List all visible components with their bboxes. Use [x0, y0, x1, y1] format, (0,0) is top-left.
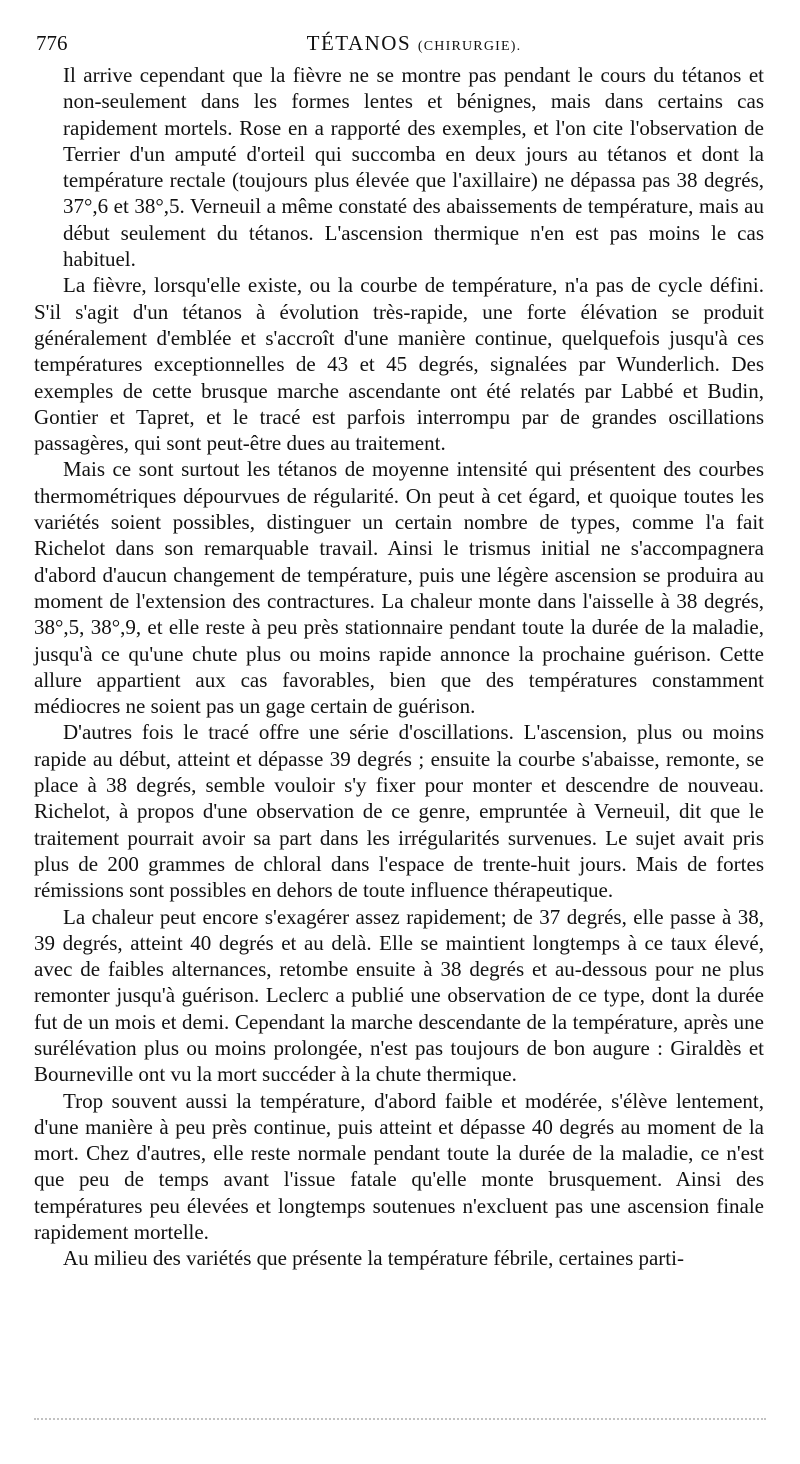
paragraph: La fièvre, lorsqu'elle existe, ou la courbe de température, n'a pas de cycle défini. S'il s'agit d'un tétanos à évolution très-rapide, une forte élévation se produit généralement d'emblée et s'accroît d'une manière continue, quelquefois jusqu'à ces températures exceptionnelles de 43 et 45 degrés, signalées par Wunderlich. Des exemples de cette brusque marche ascendante ont été relatés par Labbé et Budin, Gontier et Tapret, et le tracé est parfois interrompu par de grandes oscillations passagères, qui sont peut-être dues au traitement. [34, 273, 764, 456]
paragraph: Trop souvent aussi la température, d'abord faible et modérée, s'élève lentement, d'une manière à peu près continue, puis atteint et dépasse 40 degrés au moment de la mort. Chez d'autres, elle reste normale pendant toute la durée de la maladie, ce n'est que peu de temps avant l'issue fatale qu'elle monte brusquement. Ainsi des températures peu élevées et longtemps soutenues n'excluent pas une ascension finale rapidement mortelle. [34, 1088, 764, 1245]
running-head [34, 28, 764, 58]
footer-rule [34, 1418, 766, 1420]
page-number: 776 [36, 31, 68, 55]
running-title [34, 28, 764, 62]
running-title-section: (CHIRURGIE). [417, 39, 522, 54]
book-page [34, 28, 764, 1272]
body-text [34, 62, 764, 1272]
paragraph: Au milieu des variétés que présente la température fébrile, certaines parti- [63, 1246, 684, 1271]
paragraph: La chaleur peut encore s'exagérer assez rapidement; de 37 degrés, elle passe à 38, 39 degrés, atteint 40 degrés et au delà. Elle se maintient longtemps à ce taux élevé, avec de faibles alternances, retombe ensuite à 38 degrés et au-dessous pour ne plus remonter jusqu'à guérison. Leclerc a publié une observation de ce type, dont la durée fut de un mois et demi. Cependant la marche descendante de la température, après une surélévation plus ou moins prolongée, n'est pas toujours de bon augure : Giraldès et Bourneville ont vu la mort succéder à la chute thermique. [34, 904, 764, 1087]
paragraph: Mais ce sont surtout les tétanos de moyenne intensité qui présentent des courbes thermométriques dépourvues de régularité. On peut à cet égard, et quoique toutes les variétés soient possibles, distinguer un certain nombre de types, comme l'a fait Richelot dans son remarquable travail. Ainsi le trismus initial ne s'accompagnera d'abord d'aucun changement de température, puis une légère ascension se produira au moment de l'extension des contractures. La chaleur monte dans l'aisselle à 38 degrés, 38°,5, 38°,9, et elle reste à peu près stationnaire pendant toute la durée de la maladie, jusqu'à ce qu'une chute plus ou moins rapide annonce la prochaine guérison. Cette allure appartient aux cas favorables, bien que des températures constamment médiocres ne soient pas un gage certain de guérison. [34, 457, 764, 719]
paragraph: Il arrive cependant que la fièvre ne se montre pas pendant le cours du tétanos et non-seulement dans les formes lentes et bénignes, mais dans certains cas rapidement mortels. Rose en a rapporté des exemples, et l'on cite l'observation de Terrier d'un amputé d'orteil qui succomba en deux jours au tétanos et dont la température rectale (toujours plus élevée que l'axillaire) ne dépassa pas 38 degrés, 37°,6 et 38°,5. Verneuil a même constaté des abaissements de température, mais au début seulement du tétanos. L'ascension thermique n'en est pas moins le cas habituel. [63, 63, 764, 272]
running-title-main: TÉTANOS [306, 31, 412, 55]
paragraph: D'autres fois le tracé offre une série d'oscillations. L'ascension, plus ou moins rapide au début, atteint et dépasse 39 degrés ; ensuite la courbe s'abaisse, remonte, se place à 38 degrés, semble vouloir s'y fixer pour monter et descendre de nouveau. Richelot, à propos d'une observation de ce genre, empruntée à Verneuil, dit que le traitement pourrait avoir sa part dans les irrégularités survenues. Le sujet avait pris plus de 200 grammes de chloral dans l'espace de trente-huit jours. Mais de fortes rémissions sont possibles en dehors de toute influence thérapeutique. [34, 720, 764, 903]
